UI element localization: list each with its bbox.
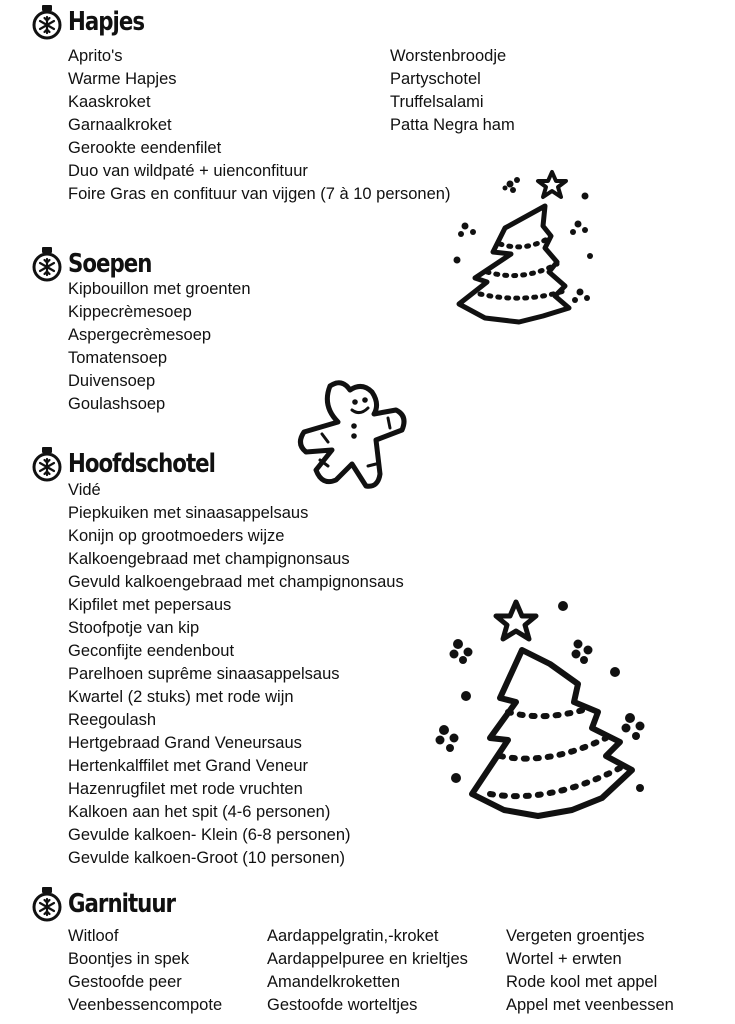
menu-item: Foire Gras en confituur van vijgen (7 à 10 personen) bbox=[68, 185, 451, 203]
menu-item: Hertenkalffilet met Grand Veneur bbox=[68, 757, 308, 775]
menu-item: Gestoofde worteltjes bbox=[267, 996, 418, 1014]
menu-item: Wortel + erwten bbox=[506, 950, 622, 968]
menu-item: Duivensoep bbox=[68, 372, 156, 390]
menu-item: Appel met veenbessen bbox=[506, 996, 674, 1014]
section-hoofdschotel bbox=[30, 446, 450, 871]
menu-item: Aardappelgratin,-kroket bbox=[267, 927, 439, 945]
menu-item: Hazenrugfilet met rode vruchten bbox=[68, 780, 303, 798]
section-heading bbox=[30, 246, 170, 282]
menu-item: Witloof bbox=[68, 927, 119, 945]
menu-item: Reegoulash bbox=[68, 711, 157, 729]
menu-item: Truffelsalami bbox=[390, 93, 484, 111]
menu-item: Aardappelpuree en krieltjes bbox=[267, 950, 468, 968]
menu-item: Gestoofde peer bbox=[68, 973, 182, 991]
menu-item: Piepkuiken met sinaasappelsaus bbox=[68, 504, 309, 522]
menu-item: Patta Negra ham bbox=[390, 116, 515, 134]
menu-item: Gevuld kalkoengebraad met champignonsaus bbox=[68, 573, 404, 591]
section-title: Garnituur bbox=[68, 889, 176, 919]
menu-item: Kipbouillon met groenten bbox=[68, 280, 251, 298]
menu-item: Kalkoen aan het spit (4-6 personen) bbox=[68, 803, 331, 821]
menu-item: Hertgebraad Grand Veneursaus bbox=[68, 734, 302, 752]
section-hapjes bbox=[30, 4, 720, 204]
menu-item: Parelhoen suprême sinaasappelsaus bbox=[68, 665, 340, 683]
section-title: Hoofdschotel bbox=[68, 449, 215, 479]
menu-item: Vidé bbox=[68, 481, 101, 499]
menu-item: Aspergecrèmesoep bbox=[68, 326, 212, 344]
menu-item: Partyschotel bbox=[390, 70, 481, 88]
menu-item: Aprito's bbox=[68, 47, 123, 65]
menu-item: Garnaalkroket bbox=[68, 116, 172, 134]
menu-item: Kalkoengebraad met champignonsaus bbox=[68, 550, 350, 568]
menu-list-col2 bbox=[390, 45, 515, 137]
christmas-tree-icon bbox=[445, 168, 600, 328]
menu-list-col1 bbox=[68, 925, 222, 1017]
section-heading bbox=[30, 886, 199, 922]
bauble-ornament-icon bbox=[30, 4, 64, 40]
bauble-ornament-icon bbox=[30, 246, 64, 282]
menu-item: Geconfijte eendenbout bbox=[68, 642, 235, 660]
menu-item: Kwartel (2 stuks) met rode wijn bbox=[68, 688, 294, 706]
bauble-ornament-icon bbox=[30, 446, 64, 482]
bauble-ornament-icon bbox=[30, 886, 64, 922]
menu-list-col3 bbox=[506, 925, 674, 1017]
menu-item: Gevulde kalkoen-Groot (10 personen) bbox=[68, 849, 345, 867]
menu-item: Kipfilet met pepersaus bbox=[68, 596, 232, 614]
menu-item: Goulashsoep bbox=[68, 395, 166, 413]
menu-item: Veenbessencompote bbox=[68, 996, 223, 1014]
section-title: Hapjes bbox=[68, 7, 145, 37]
menu-item: Konijn op grootmoeders wijze bbox=[68, 527, 285, 545]
section-garnituur bbox=[30, 886, 720, 1020]
menu-item: Gerookte eendenfilet bbox=[68, 139, 222, 157]
gingerbread-man-icon bbox=[292, 378, 412, 493]
christmas-tree-icon bbox=[430, 598, 660, 830]
menu-item: Amandelkroketten bbox=[267, 973, 400, 991]
menu-item: Rode kool met appel bbox=[506, 973, 658, 991]
menu-item: Stoofpotje van kip bbox=[68, 619, 200, 637]
menu-item: Duo van wildpaté + uienconfituur bbox=[68, 162, 308, 180]
menu-list-col1 bbox=[68, 479, 404, 870]
section-title: Soepen bbox=[68, 249, 152, 279]
menu-list-col2 bbox=[267, 925, 468, 1017]
menu-item: Gevulde kalkoen- Klein (6-8 personen) bbox=[68, 826, 351, 844]
section-heading bbox=[30, 4, 161, 40]
menu-item: Worstenbroodje bbox=[390, 47, 507, 65]
section-heading bbox=[30, 446, 247, 482]
menu-item: Kippecrèmesoep bbox=[68, 303, 192, 321]
menu-item: Kaaskroket bbox=[68, 93, 151, 111]
menu-item: Warme Hapjes bbox=[68, 70, 177, 88]
menu-list-col1 bbox=[68, 278, 251, 416]
menu-item: Tomatensoep bbox=[68, 349, 168, 367]
menu-item: Boontjes in spek bbox=[68, 950, 190, 968]
menu-item: Vergeten groentjes bbox=[506, 927, 645, 945]
